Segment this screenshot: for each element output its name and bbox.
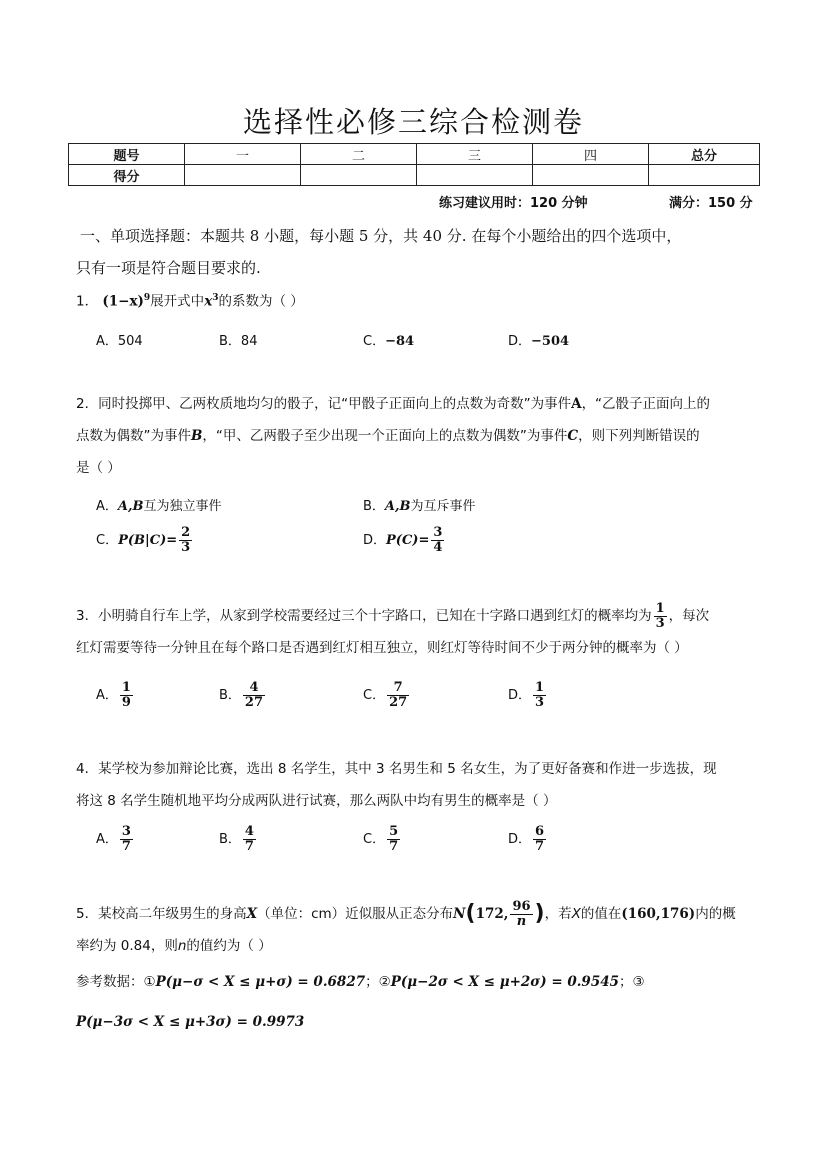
q1-text-b: 的系数为（ ）	[218, 293, 304, 310]
score-cell[interactable]	[533, 165, 649, 186]
section-1-line-1: 一、单项选择题：本题共 8 小题，每小题 5 分，共 40 分. 在每个小题给出的四个选项中，	[80, 227, 682, 245]
fraction-numerator: 1	[121, 680, 131, 695]
question-5	[76, 898, 766, 1038]
q5-line-3	[76, 966, 766, 998]
q2-line-3: 是（ ）	[76, 460, 121, 476]
section-1-heading	[76, 220, 760, 284]
q4-option-d[interactable]	[508, 825, 548, 854]
q4-option-b[interactable]	[219, 825, 258, 854]
q3-option-c-fraction	[387, 681, 409, 710]
fraction-denominator: 7	[389, 839, 399, 854]
fraction-denominator: 7	[535, 839, 545, 854]
q3-option-b-label: B．	[219, 688, 241, 703]
score-table	[68, 143, 760, 186]
fraction-denominator: 3	[655, 615, 665, 631]
q1-exponent: 9	[143, 293, 151, 303]
q1-number: 1．	[76, 293, 99, 310]
question-1	[76, 282, 766, 318]
q1-var: x	[204, 293, 213, 310]
q1-option-b[interactable]: B．84	[219, 334, 258, 349]
q5-line-1-c: ，若	[544, 906, 572, 922]
q2-option-d-fraction	[431, 526, 444, 555]
q5-line-1-d: 的值在	[580, 906, 622, 922]
q1-option-c[interactable]	[363, 330, 414, 349]
q3-line-1-end: ，每次	[668, 608, 710, 624]
fraction-numerator: 4	[244, 824, 254, 839]
fraction-numerator: 5	[389, 824, 399, 839]
q5-line-1-a: 5．某校高二年级男生的身高	[76, 906, 247, 922]
q1-option-d-value: −504	[531, 334, 570, 349]
q3-line-1-text: 3．小明骑自行车上学，从家到学校需要经过三个十字路口，已知在十字路口遇到红灯的概率均为	[76, 608, 652, 624]
fraction-denominator: 27	[244, 695, 264, 710]
q4-option-a[interactable]	[96, 825, 135, 854]
q5-ref-sep-3: ；③	[619, 974, 645, 990]
q1-text-a: 展开式中	[150, 293, 205, 310]
q2-option-c-label: C．	[96, 533, 119, 548]
q5-dist-fraction	[510, 900, 532, 929]
fraction-denominator: 3	[181, 540, 191, 555]
q5-var-x: X	[246, 906, 258, 922]
q5-line-1	[76, 898, 766, 930]
question-2	[76, 388, 766, 484]
q5-ref-3: P(μ−3σ < X ≤ μ+3σ) = 0.9973	[76, 1014, 305, 1030]
q3-option-c[interactable]	[363, 681, 411, 710]
header-cell: 总分	[649, 144, 760, 165]
q3-option-a[interactable]	[96, 681, 135, 710]
question-4	[76, 753, 766, 817]
q5-var-n: n	[177, 938, 187, 954]
full-score: 满分：150 分	[669, 196, 753, 211]
fraction-denominator: 27	[389, 695, 408, 710]
score-cell[interactable]	[649, 165, 760, 186]
header-cell: 四	[533, 144, 649, 165]
q2-option-d-label: D．	[363, 533, 387, 548]
q2-line-2-a: 点数为偶数”为事件	[76, 428, 191, 444]
section-1-line-2: 只有一项是符合题目要求的.	[76, 259, 261, 277]
q4-option-c-fraction	[387, 825, 400, 854]
header-cell: 二	[301, 144, 417, 165]
q1-option-c-label: C．	[363, 334, 386, 349]
q2-option-d-math: P(C)=	[386, 533, 430, 548]
q1-option-d-label: D．	[508, 334, 532, 349]
fraction-numerator: 6	[535, 824, 545, 839]
q4-option-c-label: C．	[363, 832, 386, 847]
q2-option-a-label: A．	[96, 499, 118, 514]
q3-option-c-label: C．	[363, 688, 386, 703]
q4-option-d-label: D．	[508, 832, 532, 847]
q3-option-d-label: D．	[508, 688, 532, 703]
question-3	[76, 600, 766, 664]
q2-option-b-math: A,B	[384, 499, 411, 514]
fraction-numerator: 3	[121, 824, 131, 839]
q1-option-a[interactable]: A．504	[96, 334, 143, 349]
q3-line-2: 红灯需要等待一分钟且在每个路口是否遇到红灯相互独立，则红灯等待时间不少于两分钟的概率为（ ）	[76, 640, 688, 656]
q3-option-d[interactable]	[508, 681, 548, 710]
score-cell[interactable]	[185, 165, 301, 186]
q2-line-2-b: ，“甲、乙两骰子至少出现一个正面向上的点数为偶数”为事件	[202, 428, 568, 444]
fraction-denominator: 3	[535, 695, 545, 710]
q3-option-a-label: A．	[96, 688, 118, 703]
q5-line-1-b: （单位：cm）近似服从正态分布	[257, 906, 454, 922]
q2-option-b[interactable]	[363, 495, 476, 514]
q5-ref-1: P(μ−σ < X ≤ μ+σ) = 0.6827	[155, 974, 366, 990]
q4-option-c[interactable]	[363, 825, 402, 854]
fraction-numerator: 96	[512, 898, 531, 914]
q5-ref-2: P(μ−2σ < X ≤ μ+2σ) = 0.9545	[390, 974, 619, 990]
q2-event-c: C	[567, 428, 579, 444]
q2-option-c-math: P(B|C)=	[118, 533, 178, 548]
q2-line-2-c: ，则下列判断错误的	[578, 428, 700, 444]
q2-option-c[interactable]	[96, 526, 194, 555]
fraction-denominator: 4	[433, 540, 443, 555]
q5-dist-n: N	[453, 906, 466, 922]
q1-option-d[interactable]	[508, 330, 569, 349]
q4-option-b-label: B．	[219, 832, 241, 847]
q4-option-a-label: A．	[96, 832, 118, 847]
score-row-label: 得分	[69, 165, 185, 186]
q4-option-d-fraction	[533, 825, 546, 854]
q5-ref-label: 参考数据：①	[76, 974, 156, 990]
q3-probability-fraction	[654, 602, 667, 631]
fraction-denominator: 9	[121, 695, 131, 710]
q4-option-a-fraction	[120, 825, 133, 854]
score-table-score-row	[69, 165, 760, 186]
q2-event-a: A	[571, 396, 582, 412]
fraction-numerator: 1	[535, 680, 545, 695]
q4-line-2: 将这 8 名学生随机地平均分成两队进行试赛，那么两队中均有男生的概率是（ ）	[76, 793, 557, 809]
q2-event-b: B	[191, 428, 203, 444]
q5-right-paren: )	[534, 901, 545, 926]
q3-option-d-fraction	[533, 681, 546, 710]
fraction-numerator: 7	[387, 681, 409, 696]
header-cell: 一	[185, 144, 301, 165]
q2-option-c-fraction	[179, 526, 192, 555]
score-table-header-row	[69, 144, 760, 165]
q1-option-c-value: −84	[385, 334, 415, 349]
score-cell[interactable]	[301, 165, 417, 186]
header-cell: 三	[417, 144, 533, 165]
q5-line-2-b: 的值约为（ ）	[186, 938, 272, 954]
q5-line-4	[76, 1006, 766, 1038]
q2-line-2	[76, 420, 766, 452]
q2-option-d[interactable]	[363, 526, 446, 555]
fraction-denominator: 7	[121, 839, 131, 854]
q5-var-x2: X	[571, 906, 581, 922]
q1-expression: (1−x)	[102, 293, 144, 310]
score-cell[interactable]	[417, 165, 533, 186]
q3-option-a-fraction	[120, 681, 133, 710]
q2-line-1-b: ，“乙骰子正面向上的	[581, 396, 711, 412]
q5-line-2	[76, 930, 766, 962]
fraction-numerator: 4	[243, 681, 265, 696]
q1-var-exponent: 3	[212, 293, 219, 303]
q5-left-paren: (	[465, 901, 476, 926]
q4-option-b-fraction	[243, 825, 256, 854]
q2-line-1	[76, 388, 766, 420]
q5-interval: (160,176)	[621, 906, 696, 922]
header-cell: 题号	[69, 144, 185, 165]
q2-option-a[interactable]	[96, 495, 222, 514]
q3-line-1	[76, 600, 766, 632]
q2-option-a-math: A,B	[117, 499, 144, 514]
fraction-denominator: n	[516, 913, 527, 929]
q3-option-b[interactable]	[219, 681, 267, 710]
q5-line-1-e: 内的概	[695, 906, 736, 922]
fraction-numerator: 2	[181, 525, 191, 540]
q5-ref-sep-2: ；②	[365, 974, 391, 990]
q2-option-b-text: 为互斥事件	[410, 499, 476, 514]
q3-option-b-fraction	[243, 681, 265, 710]
fraction-denominator: 7	[244, 839, 254, 854]
q2-line-1-a: 2．同时投掷甲、乙两枚质地均匀的骰子，记“甲骰子正面向上的点数为奇数”为事件	[76, 396, 572, 412]
q4-line-1: 4．某学校为参加辩论比赛，选出 8 名学生，其中 3 名男生和 5 名女生，为了更好备赛和作进一步选拔，现	[76, 761, 717, 777]
page-title: 选择性必修三综合检测卷	[242, 105, 584, 139]
q2-option-b-label: B．	[363, 499, 385, 514]
fraction-numerator: 3	[433, 525, 443, 540]
time-suggestion: 练习建议用时：120 分钟	[439, 196, 588, 211]
q5-line-2-a: 率约为 0.84，则	[76, 938, 178, 954]
q5-dist-mu: 172,	[475, 906, 509, 922]
q2-option-a-text: 互为独立事件	[143, 499, 222, 514]
fraction-numerator: 1	[655, 600, 665, 616]
